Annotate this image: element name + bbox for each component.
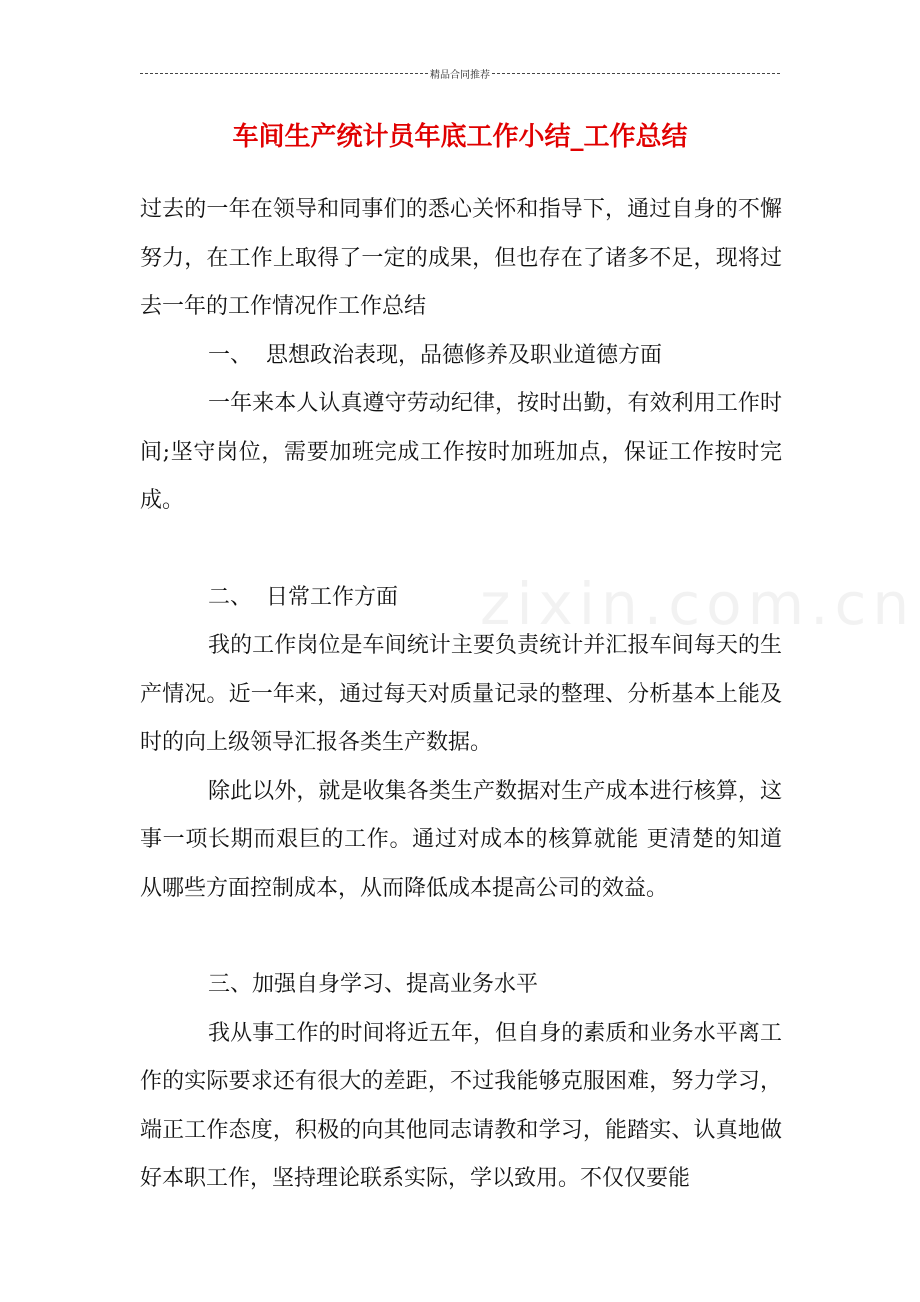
section-2-heading: 二、 日常工作方面 [208, 584, 398, 610]
header-dash-right [492, 73, 780, 74]
intro-paragraph: 过去的一年在领导和同事们的悉心关怀和指导下，通过自身的不懈努力，在工作上取得了一定的成果，但也存在了诸多不足，现将过去一年的工作情况作工作总结 [140, 197, 782, 319]
section-3-paragraph: 我从事工作的时间将近五年，但自身的素质和业务水平离工作的实际要求还有很大的差距，不过我能够克服困难，努力学习，端正工作态度，积极的向其他同志请教和学习，能踏实、认真地做好本职工作，坚持理论联系实际，学以致用。不仅仅要能 [140, 1020, 782, 1191]
header-dash-left [140, 73, 428, 74]
section-2-paragraph-2: 除此以外，就是收集各类生产数据对生产成本进行核算，这事一项长期而艰巨的工作。通过对成本的核算就能 更清楚的知道从哪些方面控制成本，从而降低成本提高公司的效益。 [140, 778, 782, 901]
spacer [140, 526, 782, 574]
header-label: 精品合同推荐 [430, 70, 490, 81]
document-title: 车间生产统计员年底工作小结_工作总结 [232, 122, 688, 152]
section-3-heading: 三、加强自身学习、提高业务水平 [208, 972, 539, 997]
watermark: zixin.com.cn [480, 570, 916, 638]
section-2-paragraph-1: 我的工作岗位是车间统计主要负责统计并汇报车间每天的生产情况。近一年来，通过每天对质量记录的整理、分析基本上能及时的向上级领导汇报各类生产数据。 [140, 633, 782, 755]
header-rule [140, 66, 780, 81]
document-body [140, 186, 782, 1204]
section-1-paragraph: 一年来本人认真遵守劳动纪律，按时出勤，有效利用工作时间;坚守岗位，需要加班完成工作按时加班加点，保证工作按时完成。 [140, 391, 782, 513]
section-1-heading: 一、 思想政治表现，品德修养及职业道德方面 [208, 342, 662, 368]
spacer [140, 913, 782, 961]
